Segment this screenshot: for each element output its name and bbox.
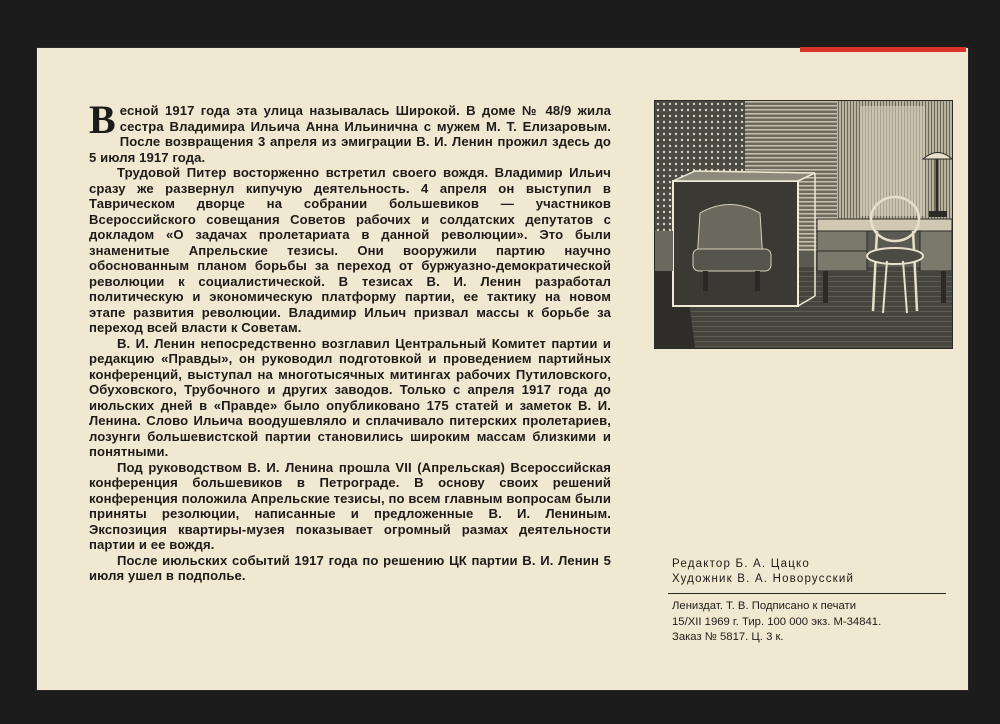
imprint-line-2: 15/XII 1969 г. Тир. 100 000 экз. М-34841. [672, 615, 882, 628]
red-edge-stripe [800, 47, 966, 52]
imprint [672, 599, 957, 646]
paragraph-2: Трудовой Питер восторженно встретил своего вождя. Владимир Ильич сразу же развернул кипучую деятельность. 4 апреля он выступил в Таврическом дворце на собрании большевиков — участников Всероссийского совещания Советов рабочих и солдатских депутатов с докладом «О задачах пролетариата в данной революции». Это были знаменитые Апрельские тезисы. Они вооружили партию научно обоснованным планом борьбы за переход от буржуазно-демократической революции к социалистической. В тезисах В. И. Ленин разработал политическую и экономическую платформу партии, ее тактику на новом этапе развития революции. Владимир Ильич призвал массы к борьбе за переход всей власти к Советам. [89, 165, 611, 335]
room-interior-engraving [654, 100, 953, 349]
drop-cap: В [89, 97, 116, 142]
paragraph-5: После июльских событий 1917 года по решению ЦК партии В. И. Ленин 5 июля ушел в подполье. [89, 552, 611, 583]
paragraph-4: Под руководством В. И. Ленина прошла VII (Апрельская) Всероссийская конференция большевиков в Петрограде. В основу своих решений конференция положила Апрельские тезисы, по всем главным вопросам были приняты резолюции, написанные и предложенные В. И. Лениным. Экспозиция квартиры-музея показывает огромный размах деятельности партии и ее вождя. [89, 459, 611, 552]
imprint-line-3: Заказ № 5817. Ц. 3 к. [672, 631, 784, 643]
paragraph-1: Весной 1917 года эта улица называлась Широкой. В доме № 48/9 жила сестра Владимира Ильича Анна Ильинична с мужем М. Т. Елизаровым. После возвращения 3 апреля из эмиграции В. И. Ленин прожил здесь до 5 июля 1917 года. [89, 97, 611, 165]
editor-credit: Редактор Б. А. Цацко [672, 558, 810, 570]
credits [672, 557, 952, 586]
paragraph-3: В. И. Ленин непосредственно возглавил Центральный Комитет партии и редакцию «Правды», он руководил подготовкой и проведением партийных конференций, выступал на многотысячных митингах рабочих Путиловского, Обуховского, Трубочного и других заводов. Только с апреля 1917 года до июльских дней в «Правде» было опубликовано 175 статей и заметок В. И. Ленина. Слово Ильича воодушевляло и сплачивало питерских пролетариев, лозунги большевистской партии становились широким массам близкими и понятными. [89, 335, 611, 459]
engraving-art [655, 101, 952, 348]
article-text [89, 97, 611, 584]
artist-credit: Художник В. А. Новорусский [672, 572, 855, 585]
imprint-line-1: Лениздат. Т. В. Подписано к печати [672, 600, 857, 612]
divider-line [668, 593, 946, 594]
